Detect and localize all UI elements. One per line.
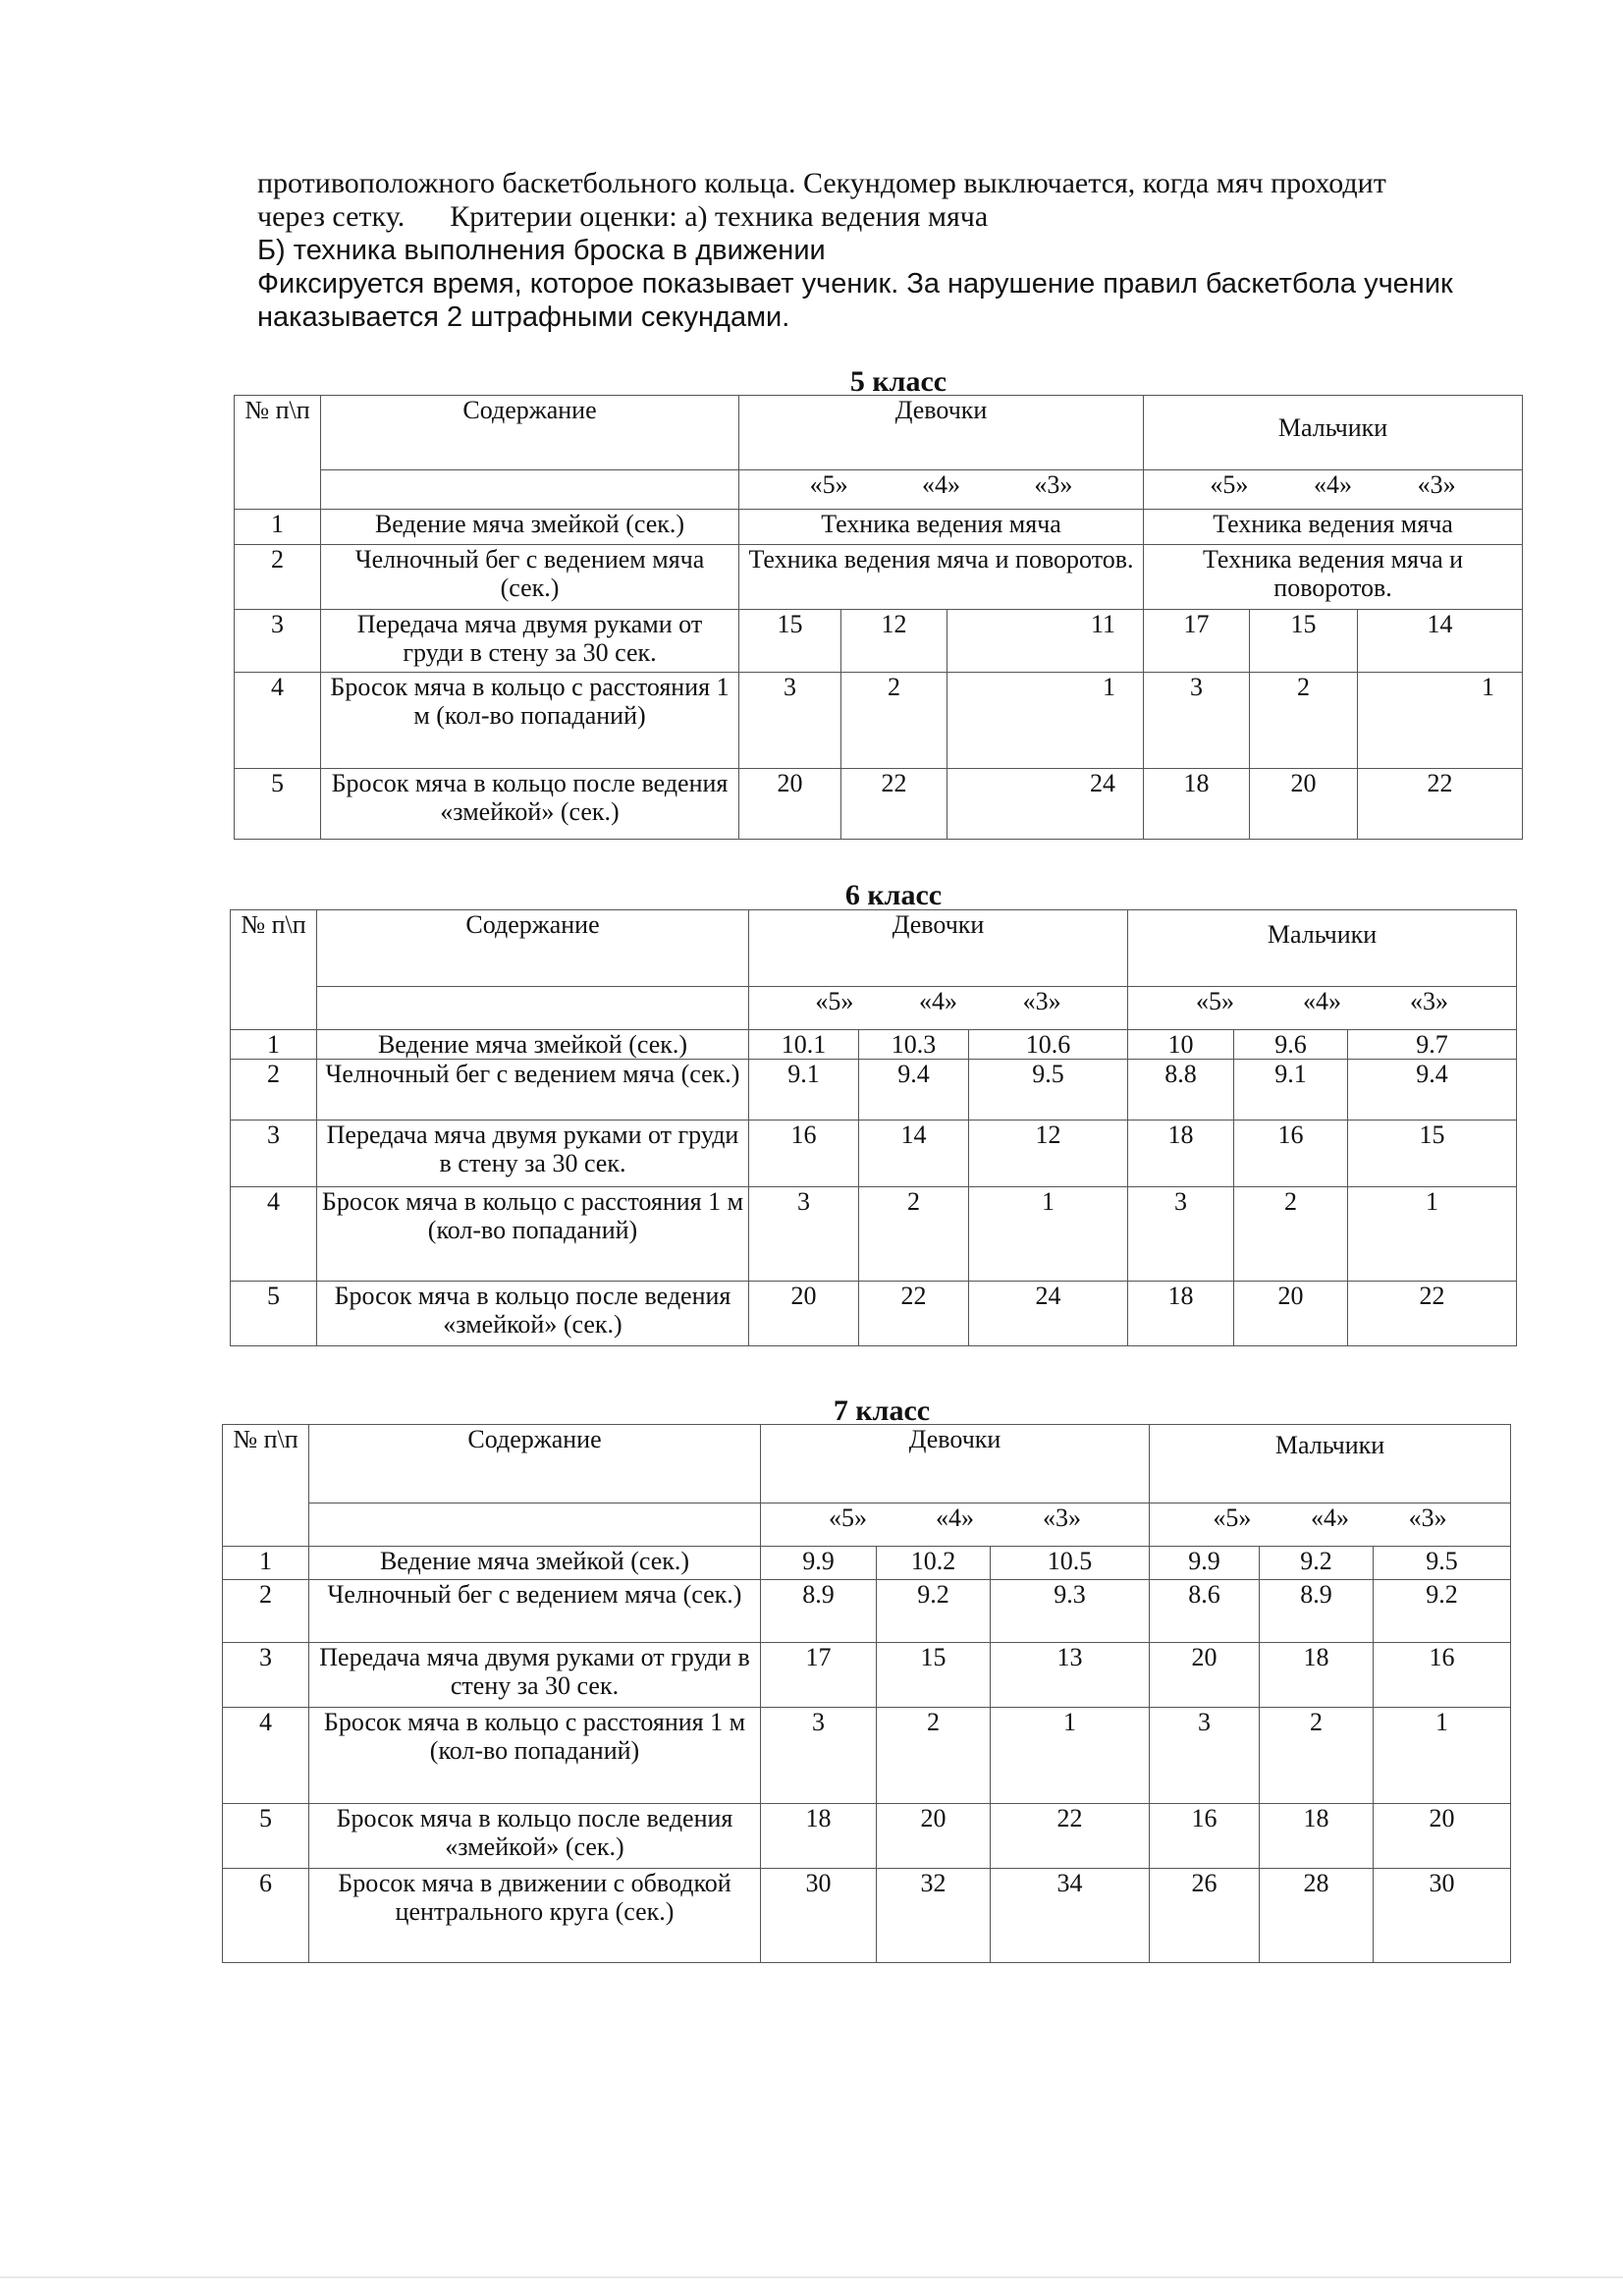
boys-grade-5: 3 [1150,1708,1260,1804]
girls-grade-4: 10.3 [859,1030,969,1060]
table-row [223,1804,1511,1869]
table-7 [222,1424,1511,1963]
table-row [235,610,1523,673]
grade-4: «4» [919,987,957,1015]
boys-grade-4: 28 [1260,1869,1374,1963]
row-number: 2 [223,1580,309,1643]
boys-grade-5: 3 [1128,1187,1234,1282]
intro-text [257,167,1553,334]
row-number: 4 [235,673,321,769]
intro-line-3: Б) техника выполнения броска в движении [257,235,826,266]
boys-grade-3: 22 [1348,1282,1517,1346]
header-boys: Мальчики [1150,1425,1511,1503]
girls-grade-3: 24 [969,1282,1128,1346]
table-5 [234,395,1523,840]
grade-3: «3» [1022,987,1061,1015]
boys-standard: Техника ведения мяча [1144,510,1523,545]
girls-grade-3: 34 [991,1869,1150,1963]
row-number: 4 [231,1187,317,1282]
boys-grade-5: 10 [1128,1030,1234,1060]
boys-grade-4: 20 [1234,1282,1348,1346]
boys-grade-4: 18 [1260,1804,1374,1869]
table-row [231,1030,1517,1060]
grade-3: «3» [1043,1503,1081,1532]
scan-edge-line [0,2276,1623,2278]
table-row [235,545,1523,610]
intro-line-2 [257,200,1553,234]
grade-5: «5» [1196,987,1235,1015]
header-girls-grades [739,470,1144,510]
boys-grade-5: 8.8 [1128,1060,1234,1121]
girls-grade-4: 9.4 [859,1060,969,1121]
table-row [223,1643,1511,1708]
girls-grade-3: 13 [991,1643,1150,1708]
boys-grade-5: 3 [1144,673,1250,769]
table-row [231,1187,1517,1282]
header-content: Содержание [317,910,749,987]
header-girls: Девочки [761,1425,1150,1503]
girls-grade-3: 11 [947,610,1144,673]
header-content-empty [321,470,739,510]
boys-grade-4: 8.9 [1260,1580,1374,1643]
grade-4: «4» [1303,987,1342,1015]
table-row [223,1869,1511,1963]
row-number: 1 [235,510,321,545]
girls-grade-4: 2 [877,1708,991,1804]
row-content: Бросок мяча в кольцо с расстояния 1 м (кол-во попаданий) [317,1187,749,1282]
boys-grade-3: 9.5 [1374,1547,1511,1580]
girls-grade-5: 10.1 [749,1030,859,1060]
girls-grade-5: 20 [749,1282,859,1346]
boys-grade-3: 9.4 [1348,1060,1517,1121]
girls-grade-5: 30 [761,1869,877,1963]
grade-5: «5» [1210,470,1249,499]
row-content: Передача мяча двумя руками от груди в стену за 30 сек. [321,610,739,673]
row-number: 4 [223,1708,309,1804]
table-row [223,1547,1511,1580]
boys-grade-4: 2 [1250,673,1358,769]
row-content: Передача мяча двумя руками от груди в стену за 30 сек. [317,1121,749,1187]
girls-standard: Техника ведения мяча и поворотов. [739,545,1144,610]
girls-grade-4: 22 [859,1282,969,1346]
header-girls-grades [749,987,1128,1030]
boys-grade-5: 8.6 [1150,1580,1260,1643]
girls-grade-5: 17 [761,1643,877,1708]
header-num: № п\п [231,910,317,1030]
girls-grade-5: 9.1 [749,1060,859,1121]
grade-3: «3» [1410,987,1449,1015]
header-boys-grades [1144,470,1523,510]
boys-grade-5: 16 [1150,1804,1260,1869]
girls-grade-3: 1 [969,1187,1128,1282]
row-content: Бросок мяча в кольцо с расстояния 1 м (кол-во попаданий) [321,673,739,769]
girls-grade-5: 3 [739,673,841,769]
girls-grade-5: 18 [761,1804,877,1869]
intro-line-2b: Критерии оценки: а) техника ведения мяча [450,200,989,233]
grade-4: «4» [936,1503,974,1532]
grade-5: «5» [815,987,854,1015]
table-row [223,1708,1511,1804]
grade-5: «5» [1213,1503,1252,1532]
header-girls: Девочки [739,396,1144,470]
boys-grade-4: 16 [1234,1121,1348,1187]
header-content: Содержание [309,1425,761,1503]
boys-grade-5: 20 [1150,1643,1260,1708]
table-row [231,1060,1517,1121]
header-boys-grades [1128,987,1517,1030]
table-7-heading: 7 класс [833,1394,931,1427]
girls-standard: Техника ведения мяча [739,510,1144,545]
row-content: Бросок мяча в движении с обводкой центрального круга (сек.) [309,1869,761,1963]
boys-grade-3: 9.2 [1374,1580,1511,1643]
grade-5: «5» [809,470,848,499]
girls-grade-5: 16 [749,1121,859,1187]
boys-grade-3: 20 [1374,1804,1511,1869]
grade-3: «3» [1408,1503,1447,1532]
header-boys: Мальчики [1128,910,1517,987]
grade-4: «4» [922,470,961,499]
row-content: Передача мяча двумя руками от груди в стену за 30 сек. [309,1643,761,1708]
row-content: Бросок мяча в кольцо с расстояния 1 м (кол-во попаданий) [309,1708,761,1804]
table-row [235,769,1523,840]
boys-grade-3: 16 [1374,1643,1511,1708]
girls-grade-3: 9.3 [991,1580,1150,1643]
row-content: Ведение мяча змейкой (сек.) [317,1030,749,1060]
boys-grade-5: 17 [1144,610,1250,673]
boys-grade-5: 26 [1150,1869,1260,1963]
grade-4: «4» [1311,1503,1350,1532]
girls-grade-4: 12 [841,610,947,673]
girls-grade-4: 15 [877,1643,991,1708]
girls-grade-4: 2 [841,673,947,769]
boys-grade-5: 9.9 [1150,1547,1260,1580]
row-content: Бросок мяча в кольцо после ведения «змейкой» (сек.) [309,1804,761,1869]
boys-grade-3: 1 [1348,1187,1517,1282]
girls-grade-4: 32 [877,1869,991,1963]
header-num: № п\п [223,1425,309,1547]
girls-grade-4: 22 [841,769,947,840]
table-row [231,1121,1517,1187]
row-content: Бросок мяча в кольцо после ведения «змейкой» (сек.) [317,1282,749,1346]
boys-grade-3: 9.7 [1348,1030,1517,1060]
header-num: № п\п [235,396,321,510]
header-boys-grades [1150,1503,1511,1547]
girls-grade-5: 3 [761,1708,877,1804]
intro-line-2a: через сетку. [257,200,406,233]
boys-grade-4: 18 [1260,1643,1374,1708]
girls-grade-3: 10.6 [969,1030,1128,1060]
girls-grade-5: 20 [739,769,841,840]
row-content: Бросок мяча в кольцо после ведения «змейкой» (сек.) [321,769,739,840]
header-content-empty [309,1503,761,1547]
table-6-heading: 6 класс [844,879,943,911]
girls-grade-4: 14 [859,1121,969,1187]
girls-grade-3: 22 [991,1804,1150,1869]
boys-grade-4: 2 [1260,1708,1374,1804]
girls-grade-4: 20 [877,1804,991,1869]
boys-standard: Техника ведения мяча и поворотов. [1144,545,1523,610]
table-6 [230,909,1517,1346]
row-content: Ведение мяча змейкой (сек.) [309,1547,761,1580]
boys-grade-3: 1 [1358,673,1523,769]
boys-grade-3: 1 [1374,1708,1511,1804]
row-number: 5 [231,1282,317,1346]
girls-grade-3: 9.5 [969,1060,1128,1121]
row-number: 2 [231,1060,317,1121]
boys-grade-3: 15 [1348,1121,1517,1187]
header-content: Содержание [321,396,739,470]
girls-grade-3: 1 [947,673,1144,769]
boys-grade-4: 9.2 [1260,1547,1374,1580]
row-number: 3 [223,1643,309,1708]
girls-grade-4: 10.2 [877,1547,991,1580]
row-number: 5 [223,1804,309,1869]
boys-grade-4: 20 [1250,769,1358,840]
grade-5: «5» [829,1503,867,1532]
girls-grade-3: 1 [991,1708,1150,1804]
row-number: 2 [235,545,321,610]
girls-grade-5: 9.9 [761,1547,877,1580]
intro-line-5: наказывается 2 штрафными секундами. [257,301,790,333]
girls-grade-3: 24 [947,769,1144,840]
row-number: 3 [231,1121,317,1187]
row-number: 1 [223,1547,309,1580]
table-5-heading: 5 класс [849,365,947,398]
table-row [231,1282,1517,1346]
boys-grade-3: 30 [1374,1869,1511,1963]
boys-grade-4: 2 [1234,1187,1348,1282]
row-number: 5 [235,769,321,840]
girls-grade-5: 3 [749,1187,859,1282]
header-boys: Мальчики [1144,396,1523,470]
table-row [235,510,1523,545]
row-number: 3 [235,610,321,673]
girls-grade-4: 2 [859,1187,969,1282]
row-number: 6 [223,1869,309,1963]
boys-grade-5: 18 [1144,769,1250,840]
girls-grade-3: 12 [969,1121,1128,1187]
grade-4: «4» [1314,470,1353,499]
boys-grade-4: 9.6 [1234,1030,1348,1060]
row-number: 1 [231,1030,317,1060]
girls-grade-5: 8.9 [761,1580,877,1643]
row-content: Челночный бег с ведением мяча (сек.) [317,1060,749,1121]
header-girls: Девочки [749,910,1128,987]
boys-grade-3: 22 [1358,769,1523,840]
row-content: Челночный бег с ведением мяча (сек.) [321,545,739,610]
grade-3: «3» [1034,470,1073,499]
table-row [223,1580,1511,1643]
girls-grade-5: 15 [739,610,841,673]
intro-line-4: Фиксируется время, которое показывает ученик. За нарушение правил баскетбола ученик [257,268,1453,300]
row-content: Ведение мяча змейкой (сек.) [321,510,739,545]
header-content-empty [317,987,749,1030]
girls-grade-4: 9.2 [877,1580,991,1643]
grade-3: «3» [1417,470,1456,499]
boys-grade-4: 15 [1250,610,1358,673]
row-content: Челночный бег с ведением мяча (сек.) [309,1580,761,1643]
table-row [235,673,1523,769]
header-girls-grades [761,1503,1150,1547]
boys-grade-3: 14 [1358,610,1523,673]
boys-grade-5: 18 [1128,1121,1234,1187]
intro-line-1: противоположного баскетбольного кольца. Секундомер выключается, когда мяч проходит [257,167,1386,199]
girls-grade-3: 10.5 [991,1547,1150,1580]
boys-grade-5: 18 [1128,1282,1234,1346]
boys-grade-4: 9.1 [1234,1060,1348,1121]
